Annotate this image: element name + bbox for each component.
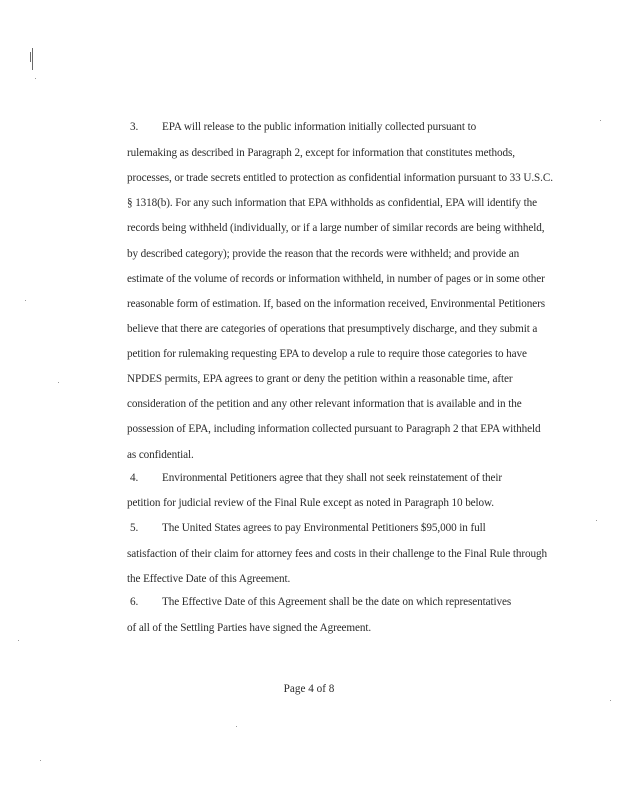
paragraph-3-line: by described category); provide the reason that the records were withheld; and provide an xyxy=(127,248,520,260)
paragraph-3-line: consideration of the petition and any other relevant information that is available and in the xyxy=(127,398,522,410)
paragraph-6-number: 6. xyxy=(130,596,139,608)
paragraph-3-line: believe that there are categories of operations that presumptively discharge, and they submit a xyxy=(127,323,538,335)
paragraph-5-first-line: The United States agrees to pay Environmental Petitioners $95,000 in full xyxy=(162,522,486,534)
scan-speck xyxy=(600,120,601,121)
paragraph-3-number: 3. xyxy=(130,121,139,133)
paragraph-4-first-line: Environmental Petitioners agree that they shall not seek reinstatement of their xyxy=(162,472,503,484)
scan-speck xyxy=(58,382,59,383)
scan-speck xyxy=(25,300,26,301)
scan-speck xyxy=(236,726,237,727)
scan-artifact-mark xyxy=(30,52,31,62)
scan-speck xyxy=(596,520,597,521)
paragraph-3-line: possession of EPA, including information collected pursuant to Paragraph 2 that EPA withheld xyxy=(127,423,541,435)
paragraph-3-line: processes, or trade secrets entitled to protection as confidential information pursuant to 33 U.S.C. xyxy=(127,172,553,184)
scan-artifact-mark xyxy=(32,48,33,70)
scan-speck xyxy=(35,78,36,79)
paragraph-6-first-line: The Effective Date of this Agreement shall be the date on which representatives xyxy=(162,596,512,608)
paragraph-4-line: petition for judicial review of the Final Rule except as noted in Paragraph 10 below. xyxy=(127,497,495,509)
scan-speck xyxy=(40,760,41,761)
paragraph-3-line: reasonable form of estimation. If, based on the information received, Environmental Petitioners xyxy=(127,298,545,310)
paragraph-3-first-line: EPA will release to the public information initially collected pursuant to xyxy=(162,121,477,133)
paragraph-5-line: the Effective Date of this Agreement. xyxy=(127,573,291,585)
paragraph-3-line: petition for rulemaking requesting EPA to develop a rule to require those categories to have xyxy=(127,348,527,360)
paragraph-3-line: NPDES permits, EPA agrees to grant or deny the petition within a reasonable time, after xyxy=(127,373,513,385)
paragraph-3-line: records being withheld (individually, or if a large number of similar records are being withheld, xyxy=(127,222,545,234)
paragraph-3-line: estimate of the volume of records or information withheld, in number of pages or in some other xyxy=(127,273,545,285)
paragraph-3-line: rulemaking as described in Paragraph 2, except for information that constitutes methods, xyxy=(127,147,515,159)
paragraph-5-number: 5. xyxy=(130,522,139,534)
scan-speck xyxy=(610,700,611,701)
paragraph-6-line: of all of the Settling Parties have signed the Agreement. xyxy=(127,622,372,634)
page-number-footer: Page 4 of 8 xyxy=(283,683,335,695)
paragraph-3-line: as confidential. xyxy=(127,449,194,461)
paragraph-3-line: § 1318(b). For any such information that EPA withholds as confidential, EPA will identify the xyxy=(127,197,537,209)
scan-speck xyxy=(18,640,19,641)
paragraph-4-number: 4. xyxy=(130,472,139,484)
paragraph-5-line: satisfaction of their claim for attorney fees and costs in their challenge to the Final Rule through xyxy=(127,548,547,560)
